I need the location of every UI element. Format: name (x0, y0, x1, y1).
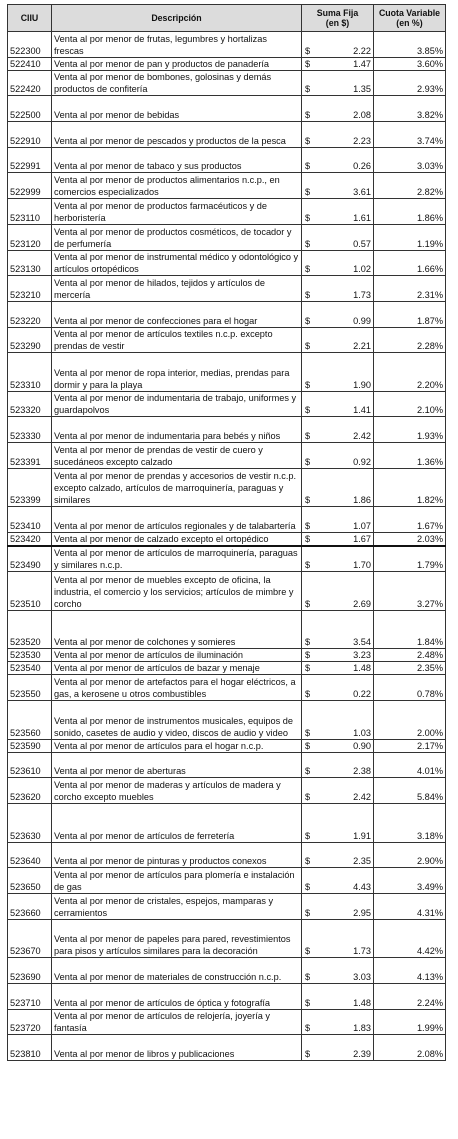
ciiu-code: 523290 (8, 327, 52, 353)
table-header (8, 5, 446, 32)
suma-fija-value: 1.41 (353, 405, 371, 416)
description: Venta al por menor de artículos para plomería e instalación de gas (52, 868, 302, 894)
suma-fija-value: 1.07 (353, 521, 371, 532)
currency-symbol: $ (305, 830, 311, 841)
table-row (8, 893, 446, 919)
currency-symbol: $ (305, 907, 311, 918)
ciiu-code: 523610 (8, 752, 52, 778)
suma-fija-cell (302, 391, 374, 417)
suma-fija-cell (302, 842, 374, 868)
suma-fija-value: 1.73 (353, 289, 371, 300)
cuota-variable-value: 1.66% (374, 250, 446, 276)
currency-symbol: $ (305, 161, 311, 172)
suma-fija-cell (302, 868, 374, 894)
suma-fija-value: 1.48 (353, 663, 371, 674)
suma-fija-value: 2.42 (353, 791, 371, 802)
suma-fija-cell (302, 353, 374, 392)
cuota-variable-value: 3.82% (374, 96, 446, 122)
ciiu-code: 523510 (8, 572, 52, 611)
table-row (8, 301, 446, 327)
table-row (8, 199, 446, 225)
suma-fija-value: 1.90 (353, 379, 371, 390)
cuota-variable-value: 4.31% (374, 893, 446, 919)
description: Venta al por menor de aberturas (52, 752, 302, 778)
suma-fija-value: 1.91 (353, 830, 371, 841)
ciiu-code: 523391 (8, 443, 52, 469)
cuota-variable-value: 4.42% (374, 919, 446, 958)
suma-fija-value: 2.08 (353, 110, 371, 121)
ciiu-code: 523120 (8, 224, 52, 250)
description: Venta al por menor de tabaco y sus productos (52, 147, 302, 173)
suma-fija-cell (302, 662, 374, 675)
table-row (8, 610, 446, 649)
cuota-variable-value: 4.01% (374, 752, 446, 778)
description: Venta al por menor de muebles excepto de oficina, la industria, el comercio y los servicios; artículos de mimbre y corcho (52, 572, 302, 611)
suma-fija-cell (302, 919, 374, 958)
currency-symbol: $ (305, 766, 311, 777)
ciiu-code: 523720 (8, 1009, 52, 1035)
description: Venta al por menor de bombones, golosinas y demás productos de confitería (52, 70, 302, 96)
suma-fija-cell (302, 417, 374, 443)
table-row (8, 122, 446, 148)
suma-fija-cell (302, 507, 374, 533)
currency-symbol: $ (305, 856, 311, 867)
header-cuota-variable: Cuota Variable (en %) (374, 5, 446, 32)
currency-symbol: $ (305, 187, 311, 198)
description: Venta al por menor de artículos para el hogar n.c.p. (52, 739, 302, 752)
currency-symbol: $ (305, 689, 311, 700)
suma-fija-cell (302, 147, 374, 173)
currency-symbol: $ (305, 456, 311, 467)
header-ciiu: CIIU (8, 5, 52, 32)
cuota-variable-value: 2.82% (374, 173, 446, 199)
suma-fija-cell (302, 983, 374, 1009)
description: Venta al por menor de instrumental médico y odontológico y artículos ortopédicos (52, 250, 302, 276)
description: Venta al por menor de cristales, espejos, mamparas y cerramientos (52, 893, 302, 919)
description: Venta al por menor de pan y productos de panadería (52, 57, 302, 70)
description: Venta al por menor de ropa interior, medias, prendas para dormir y para la playa (52, 353, 302, 392)
ciiu-code: 523130 (8, 250, 52, 276)
ciiu-code: 523210 (8, 276, 52, 302)
description: Venta al por menor de artículos de ferretería (52, 803, 302, 842)
suma-fija-cell (302, 301, 374, 327)
ciiu-code: 523490 (8, 546, 52, 572)
currency-symbol: $ (305, 534, 311, 545)
currency-symbol: $ (305, 58, 311, 69)
currency-symbol: $ (305, 650, 311, 661)
table-row (8, 778, 446, 804)
currency-symbol: $ (305, 110, 311, 121)
table-row (8, 739, 446, 752)
suma-fija-cell (302, 803, 374, 842)
ciiu-code: 523660 (8, 893, 52, 919)
ciiu-code: 523590 (8, 739, 52, 752)
table-row (8, 983, 446, 1009)
description: Venta al por menor de pinturas y productos conexos (52, 842, 302, 868)
suma-fija-cell (302, 70, 374, 96)
currency-symbol: $ (305, 379, 311, 390)
table-row (8, 70, 446, 96)
ciiu-code: 523520 (8, 610, 52, 649)
description: Venta al por menor de maderas y artículos de madera y corcho excepto muebles (52, 778, 302, 804)
table-row (8, 662, 446, 675)
cuota-variable-value: 2.10% (374, 391, 446, 417)
suma-fija-value: 1.48 (353, 997, 371, 1008)
suma-fija-value: 1.02 (353, 264, 371, 275)
suma-fija-value: 1.47 (353, 58, 371, 69)
ciiu-code: 523550 (8, 675, 52, 701)
suma-fija-value: 1.83 (353, 1023, 371, 1034)
table-row (8, 842, 446, 868)
cuota-variable-value: 1.82% (374, 468, 446, 507)
table-row (8, 327, 446, 353)
cuota-variable-value: 1.87% (374, 301, 446, 327)
table-row (8, 276, 446, 302)
description: Venta al por menor de confecciones para el hogar (52, 301, 302, 327)
header-suma-fija: Suma Fija (en $) (302, 5, 374, 32)
ciiu-code: 522999 (8, 173, 52, 199)
description: Venta al por menor de prendas de vestir de cuero y sucedáneos excepto calzado (52, 443, 302, 469)
table-row (8, 803, 446, 842)
ciiu-code: 523399 (8, 468, 52, 507)
table-body (8, 32, 446, 1061)
cuota-variable-value: 2.90% (374, 842, 446, 868)
suma-fija-cell (302, 443, 374, 469)
suma-fija-cell (302, 327, 374, 353)
ciiu-code: 523630 (8, 803, 52, 842)
currency-symbol: $ (305, 1048, 311, 1059)
table-row (8, 468, 446, 507)
currency-symbol: $ (305, 289, 311, 300)
description: Venta al por menor de indumentaria para bebés y niños (52, 417, 302, 443)
ciiu-code: 523540 (8, 662, 52, 675)
cuota-variable-value: 2.20% (374, 353, 446, 392)
table-row (8, 675, 446, 701)
cuota-variable-value: 2.28% (374, 327, 446, 353)
suma-fija-value: 1.35 (353, 84, 371, 95)
suma-fija-cell (302, 57, 374, 70)
ciiu-code: 523640 (8, 842, 52, 868)
ciiu-code: 523650 (8, 868, 52, 894)
description: Venta al por menor de instrumentos musicales, equipos de sonido, casetes de audio y video, discos de audio y video (52, 701, 302, 740)
ciiu-code: 523320 (8, 391, 52, 417)
suma-fija-cell (302, 122, 374, 148)
description: Venta al por menor de indumentaria de trabajo, uniformes y guardapolvos (52, 391, 302, 417)
currency-symbol: $ (305, 1023, 311, 1034)
cuota-variable-value: 3.74% (374, 122, 446, 148)
description: Venta al por menor de artículos de bazar y menaje (52, 662, 302, 675)
cuota-variable-value: 4.13% (374, 958, 446, 984)
cuota-variable-value: 3.27% (374, 572, 446, 611)
description: Venta al por menor de bebidas (52, 96, 302, 122)
table-row (8, 507, 446, 533)
table-row (8, 353, 446, 392)
cuota-variable-value: 1.79% (374, 546, 446, 572)
suma-fija-cell (302, 1035, 374, 1061)
description: Venta al por menor de artículos textiles n.c.p. excepto prendas de vestir (52, 327, 302, 353)
table-row (8, 250, 446, 276)
cuota-variable-value: 2.03% (374, 533, 446, 547)
suma-fija-cell (302, 752, 374, 778)
currency-symbol: $ (305, 946, 311, 957)
cuota-variable-value: 1.36% (374, 443, 446, 469)
description: Venta al por menor de artículos de iluminación (52, 649, 302, 662)
suma-fija-value: 0.22 (353, 689, 371, 700)
cuota-variable-value: 1.93% (374, 417, 446, 443)
cuota-variable-value: 1.67% (374, 507, 446, 533)
description: Venta al por menor de hilados, tejidos y artículos de mercería (52, 276, 302, 302)
table-row (8, 752, 446, 778)
table-row (8, 32, 446, 58)
ciiu-code: 523310 (8, 353, 52, 392)
currency-symbol: $ (305, 560, 311, 571)
suma-fija-value: 3.03 (353, 971, 371, 982)
suma-fija-value: 1.67 (353, 534, 371, 545)
suma-fija-cell (302, 250, 374, 276)
table-row (8, 417, 446, 443)
ciiu-code: 523410 (8, 507, 52, 533)
suma-fija-cell (302, 675, 374, 701)
cuota-variable-value: 3.18% (374, 803, 446, 842)
table-row (8, 868, 446, 894)
cuota-variable-value: 2.24% (374, 983, 446, 1009)
table-row (8, 649, 446, 662)
cuota-variable-value: 0.78% (374, 675, 446, 701)
ciiu-code: 522410 (8, 57, 52, 70)
ciiu-code: 523620 (8, 778, 52, 804)
ciiu-code: 523710 (8, 983, 52, 1009)
suma-fija-cell (302, 546, 374, 572)
currency-symbol: $ (305, 791, 311, 802)
suma-fija-value: 0.57 (353, 238, 371, 249)
ciiu-code: 523560 (8, 701, 52, 740)
suma-fija-cell (302, 276, 374, 302)
suma-fija-value: 1.73 (353, 946, 371, 957)
cuota-variable-value: 5.84% (374, 778, 446, 804)
suma-fija-cell (302, 778, 374, 804)
suma-fija-value: 2.21 (353, 341, 371, 352)
suma-fija-value: 3.23 (353, 650, 371, 661)
tariff-table (7, 4, 446, 1061)
description: Venta al por menor de materiales de construcción n.c.p. (52, 958, 302, 984)
currency-symbol: $ (305, 264, 311, 275)
description: Venta al por menor de frutas, legumbres y hortalizas frescas (52, 32, 302, 58)
description: Venta al por menor de productos farmacéuticos y de herboristería (52, 199, 302, 225)
suma-fija-value: 0.92 (353, 456, 371, 467)
currency-symbol: $ (305, 315, 311, 326)
suma-fija-cell (302, 224, 374, 250)
currency-symbol: $ (305, 45, 311, 56)
currency-symbol: $ (305, 341, 311, 352)
cuota-variable-value: 3.03% (374, 147, 446, 173)
header-descripcion: Descripción (52, 5, 302, 32)
table-row (8, 391, 446, 417)
cuota-variable-value: 2.00% (374, 701, 446, 740)
cuota-variable-value: 2.93% (374, 70, 446, 96)
table-row (8, 443, 446, 469)
suma-fija-cell (302, 649, 374, 662)
description: Venta al por menor de artículos de marroquinería, paraguas y similares n.c.p. (52, 546, 302, 572)
currency-symbol: $ (305, 663, 311, 674)
cuota-variable-value: 1.86% (374, 199, 446, 225)
currency-symbol: $ (305, 84, 311, 95)
table-row (8, 572, 446, 611)
currency-symbol: $ (305, 405, 311, 416)
suma-fija-value: 2.69 (353, 598, 371, 609)
ciiu-code: 522500 (8, 96, 52, 122)
ciiu-code: 522991 (8, 147, 52, 173)
currency-symbol: $ (305, 238, 311, 249)
suma-fija-cell (302, 468, 374, 507)
currency-symbol: $ (305, 212, 311, 223)
suma-fija-value: 1.86 (353, 495, 371, 506)
currency-symbol: $ (305, 135, 311, 146)
ciiu-code: 523670 (8, 919, 52, 958)
ciiu-code: 522910 (8, 122, 52, 148)
cuota-variable-value: 1.84% (374, 610, 446, 649)
description: Venta al por menor de artículos de relojería, joyería y fantasía (52, 1009, 302, 1035)
suma-fija-cell (302, 701, 374, 740)
suma-fija-cell (302, 572, 374, 611)
description: Venta al por menor de prendas y accesorios de vestir n.c.p. excepto calzado, artículos de marroquinería, paraguas y similares (52, 468, 302, 507)
description: Venta al por menor de artículos regionales y de talabartería (52, 507, 302, 533)
cuota-variable-value: 2.35% (374, 662, 446, 675)
suma-fija-cell (302, 32, 374, 58)
cuota-variable-value: 2.31% (374, 276, 446, 302)
description: Venta al por menor de colchones y somieres (52, 610, 302, 649)
ciiu-code: 523110 (8, 199, 52, 225)
cuota-variable-value: 3.85% (374, 32, 446, 58)
suma-fija-cell (302, 1009, 374, 1035)
suma-fija-cell (302, 96, 374, 122)
table-row (8, 533, 446, 547)
ciiu-code: 523420 (8, 533, 52, 547)
suma-fija-value: 2.38 (353, 766, 371, 777)
cuota-variable-value: 1.19% (374, 224, 446, 250)
cuota-variable-value: 3.60% (374, 57, 446, 70)
ciiu-code: 523690 (8, 958, 52, 984)
table-row (8, 1035, 446, 1061)
suma-fija-value: 1.61 (353, 212, 371, 223)
currency-symbol: $ (305, 598, 311, 609)
description: Venta al por menor de productos alimentarios n.c.p., en comercios especializados (52, 173, 302, 199)
description: Venta al por menor de artefactos para el hogar eléctricos, a gas, a kerosene u otros combustibles (52, 675, 302, 701)
table-row (8, 919, 446, 958)
suma-fija-value: 2.39 (353, 1048, 371, 1059)
description: Venta al por menor de papeles para pared, revestimientos para pisos y artículos similares para la decoración (52, 919, 302, 958)
currency-symbol: $ (305, 431, 311, 442)
ciiu-code: 523530 (8, 649, 52, 662)
currency-symbol: $ (305, 727, 311, 738)
currency-symbol: $ (305, 971, 311, 982)
table-row (8, 701, 446, 740)
currency-symbol: $ (305, 740, 311, 751)
currency-symbol: $ (305, 997, 311, 1008)
suma-fija-value: 2.42 (353, 431, 371, 442)
cuota-variable-value: 3.49% (374, 868, 446, 894)
table-row (8, 224, 446, 250)
ciiu-code: 523810 (8, 1035, 52, 1061)
currency-symbol: $ (305, 495, 311, 506)
ciiu-code: 522420 (8, 70, 52, 96)
suma-fija-cell (302, 199, 374, 225)
suma-fija-cell (302, 958, 374, 984)
description: Venta al por menor de pescados y productos de la pesca (52, 122, 302, 148)
table-row (8, 173, 446, 199)
cuota-variable-value: 2.17% (374, 739, 446, 752)
cuota-variable-value: 1.99% (374, 1009, 446, 1035)
ciiu-code: 522300 (8, 32, 52, 58)
suma-fija-value: 2.95 (353, 907, 371, 918)
ciiu-code: 523220 (8, 301, 52, 327)
suma-fija-value: 4.43 (353, 881, 371, 892)
table-row (8, 96, 446, 122)
description: Venta al por menor de libros y publicaciones (52, 1035, 302, 1061)
suma-fija-value: 0.90 (353, 740, 371, 751)
table-row (8, 546, 446, 572)
suma-fija-value: 2.22 (353, 45, 371, 56)
suma-fija-value: 0.99 (353, 315, 371, 326)
suma-fija-value: 1.03 (353, 727, 371, 738)
suma-fija-value: 2.23 (353, 135, 371, 146)
suma-fija-cell (302, 173, 374, 199)
suma-fija-value: 0.26 (353, 161, 371, 172)
description: Venta al por menor de calzado excepto el ortopédico (52, 533, 302, 547)
table-row (8, 958, 446, 984)
currency-symbol: $ (305, 881, 311, 892)
table-row (8, 147, 446, 173)
ciiu-code: 523330 (8, 417, 52, 443)
table-row (8, 57, 446, 70)
suma-fija-value: 3.54 (353, 637, 371, 648)
suma-fija-cell (302, 533, 374, 547)
suma-fija-value: 3.61 (353, 187, 371, 198)
cuota-variable-value: 2.08% (374, 1035, 446, 1061)
suma-fija-cell (302, 610, 374, 649)
description: Venta al por menor de productos cosméticos, de tocador y de perfumería (52, 224, 302, 250)
currency-symbol: $ (305, 637, 311, 648)
currency-symbol: $ (305, 521, 311, 532)
suma-fija-cell (302, 893, 374, 919)
table-row (8, 1009, 446, 1035)
suma-fija-cell (302, 739, 374, 752)
cuota-variable-value: 2.48% (374, 649, 446, 662)
suma-fija-value: 1.70 (353, 560, 371, 571)
description: Venta al por menor de artículos de óptica y fotografía (52, 983, 302, 1009)
suma-fija-value: 2.35 (353, 856, 371, 867)
